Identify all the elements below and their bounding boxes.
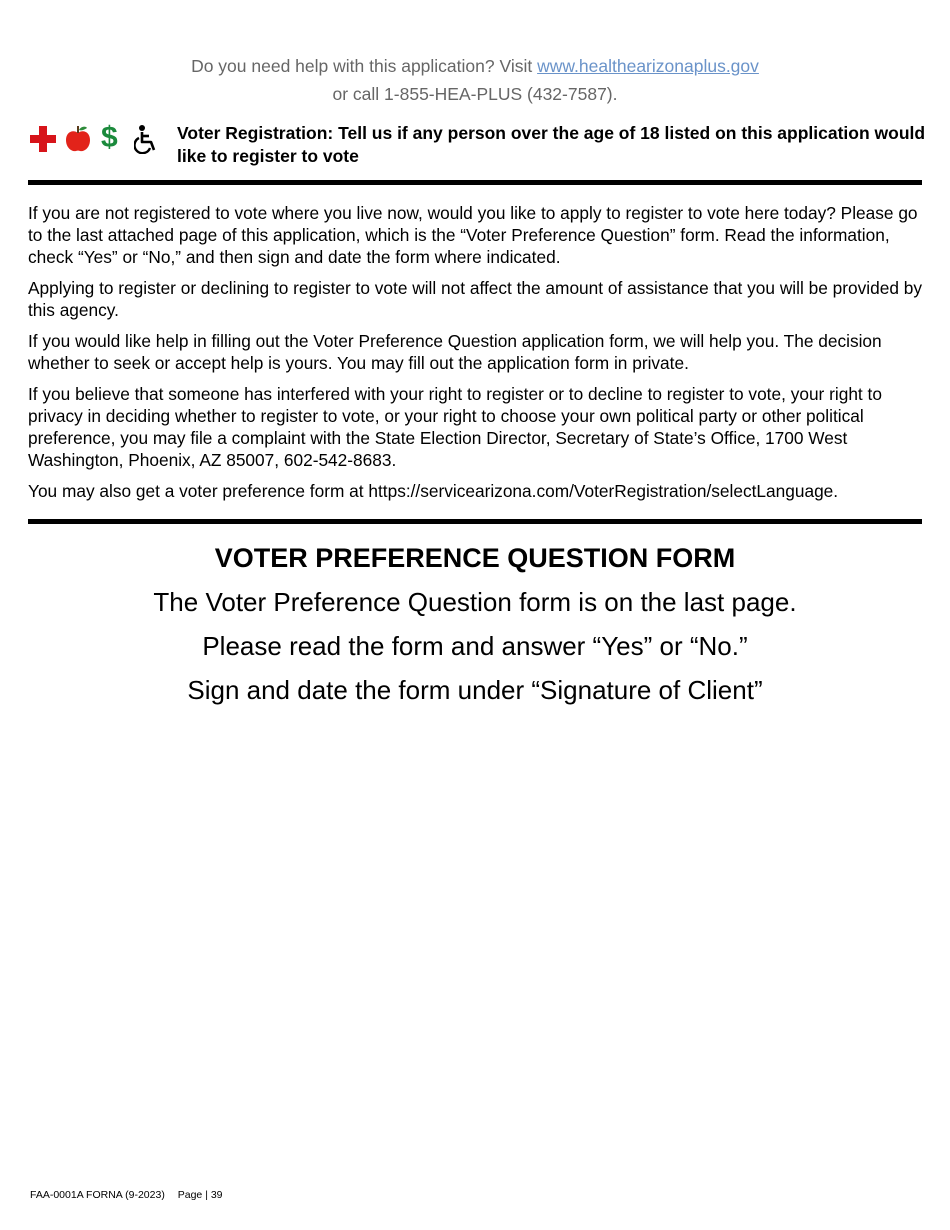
program-icons [30, 121, 170, 158]
help-phone: or call 1-855-HEA-PLUS (432-7587). [332, 84, 618, 104]
form-instruction: Please read the form and answer “Yes” or “No.” [202, 631, 748, 661]
voter-preference-section [0, 540, 950, 712]
page-number: Page | 39 [177, 1189, 223, 1201]
help-banner [0, 52, 950, 108]
apple-icon [65, 124, 91, 159]
wheelchair-icon [134, 124, 162, 159]
form-instruction: Sign and date the form under “Signature of Client” [187, 675, 763, 705]
page-footer [30, 1189, 223, 1201]
paragraph: You may also get a voter preference form at https://servicearizona.com/VoterRegistration/selectLanguage. [28, 481, 839, 501]
voter-registration-heading: Voter Registration: Tell us if any person over the age of 18 listed on this application would like to register to vote [177, 123, 926, 166]
instructions-body [28, 202, 922, 511]
form-id: FAA-0001A FORNA (9-2023) [30, 1189, 165, 1201]
paragraph: If you believe that someone has interfered with your right to register or to decline to register to vote, your right to privacy in deciding whether to register to vote, or your right to choose your own political party or other political preference, you may file a complaint with the State Election Director, Secretary of State’s Office, 1700 West Washington, Phoenix, AZ 85007, 602-542-8683. [28, 384, 882, 470]
top-divider [28, 180, 922, 185]
medical-cross-icon [30, 124, 56, 159]
paragraph: If you are not registered to vote where you live now, would you like to apply to register to vote here today? Please go to the last attached page of this application, which is the “Voter Preference Question” form. Read the information, check “Yes” or “No,” and then sign and date the form where indicated. [28, 203, 918, 267]
bottom-divider [28, 519, 922, 524]
help-link[interactable]: www.healthearizonaplus.gov [537, 56, 759, 76]
help-text: Do you need help with this application? Visit [191, 56, 533, 76]
paragraph: If you would like help in filling out the Voter Preference Question application form, we will help you. The decision whether to seek or accept help is yours. You may fill out the application form in private. [28, 331, 882, 373]
dollar-icon: $ [101, 121, 118, 154]
form-instruction: The Voter Preference Question form is on the last page. [153, 587, 797, 617]
form-title: VOTER PREFERENCE QUESTION FORM [214, 543, 736, 573]
paragraph: Applying to register or declining to register to vote will not affect the amount of assistance that you will be provided by this agency. [28, 278, 922, 320]
